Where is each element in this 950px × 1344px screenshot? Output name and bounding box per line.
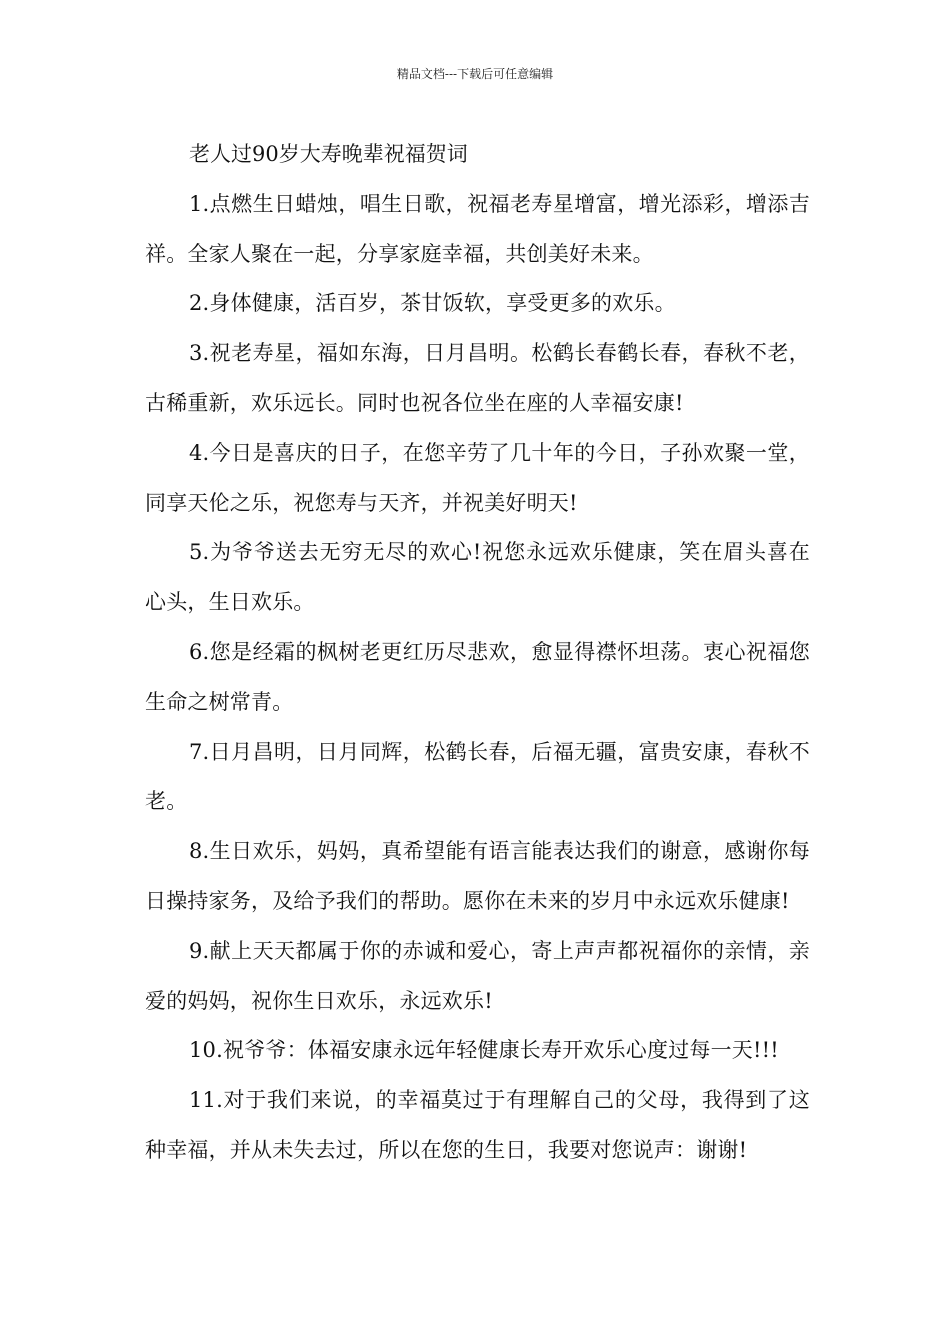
paragraph-7: 7.日月昌明，日月同辉，松鹤长春，后福无疆，富贵安康，春秋不老。 <box>145 739 810 814</box>
paragraph-4: 4.今日是喜庆的日子，在您辛劳了几十年的今日，子孙欢聚一堂，同享天伦之乐，祝您寿与天齐，并祝美好明天! <box>145 440 810 515</box>
document-body <box>145 130 810 1176</box>
document-title: 老人过90岁大寿晚辈祝福贺词 <box>189 142 468 166</box>
paragraph-5: 5.为爷爷送去无穷无尽的欢心!祝您永远欢乐健康，笑在眉头喜在心头，生日欢乐。 <box>145 540 810 615</box>
paragraph-6: 6.您是经霜的枫树老更红历尽悲欢，愈显得襟怀坦荡。衷心祝福您生命之树常青。 <box>145 639 810 714</box>
page-header: 精品文档---下载后可任意编辑 <box>396 67 554 81</box>
paragraph-8: 8.生日欢乐，妈妈，真希望能有语言能表达我们的谢意，感谢你每日操持家务，及给予我们的帮助。愿你在未来的岁月中永远欢乐健康! <box>145 839 810 913</box>
paragraph-1: 1.点燃生日蜡烛，唱生日歌，祝福老寿星增富，增光添彩，增添吉祥。全家人聚在一起，分享家庭幸福，共创美好未来。 <box>145 191 810 266</box>
paragraph-10: 10.祝爷爷：体福安康永远年轻健康长寿开欢乐心度过每一天!!! <box>189 1038 779 1063</box>
paragraph-2: 2.身体健康，活百岁，茶甘饭软，享受更多的欢乐。 <box>189 291 676 316</box>
paragraph-9: 9.献上天天都属于你的赤诚和爱心，寄上声声都祝福你的亲情，亲爱的妈妈，祝你生日欢乐，永远欢乐! <box>145 938 810 1013</box>
paragraph-3: 3.祝老寿星，福如东海，日月昌明。松鹤长春鹤长春，春秋不老，古稀重新，欢乐远长。同时也祝各位坐在座的人幸福安康! <box>145 341 810 415</box>
paragraph-11: 11.对于我们来说，的幸福莫过于有理解自己的父母，我得到了这种幸福，并从未失去过，所以在您的生日，我要对您说声：谢谢! <box>145 1088 810 1162</box>
